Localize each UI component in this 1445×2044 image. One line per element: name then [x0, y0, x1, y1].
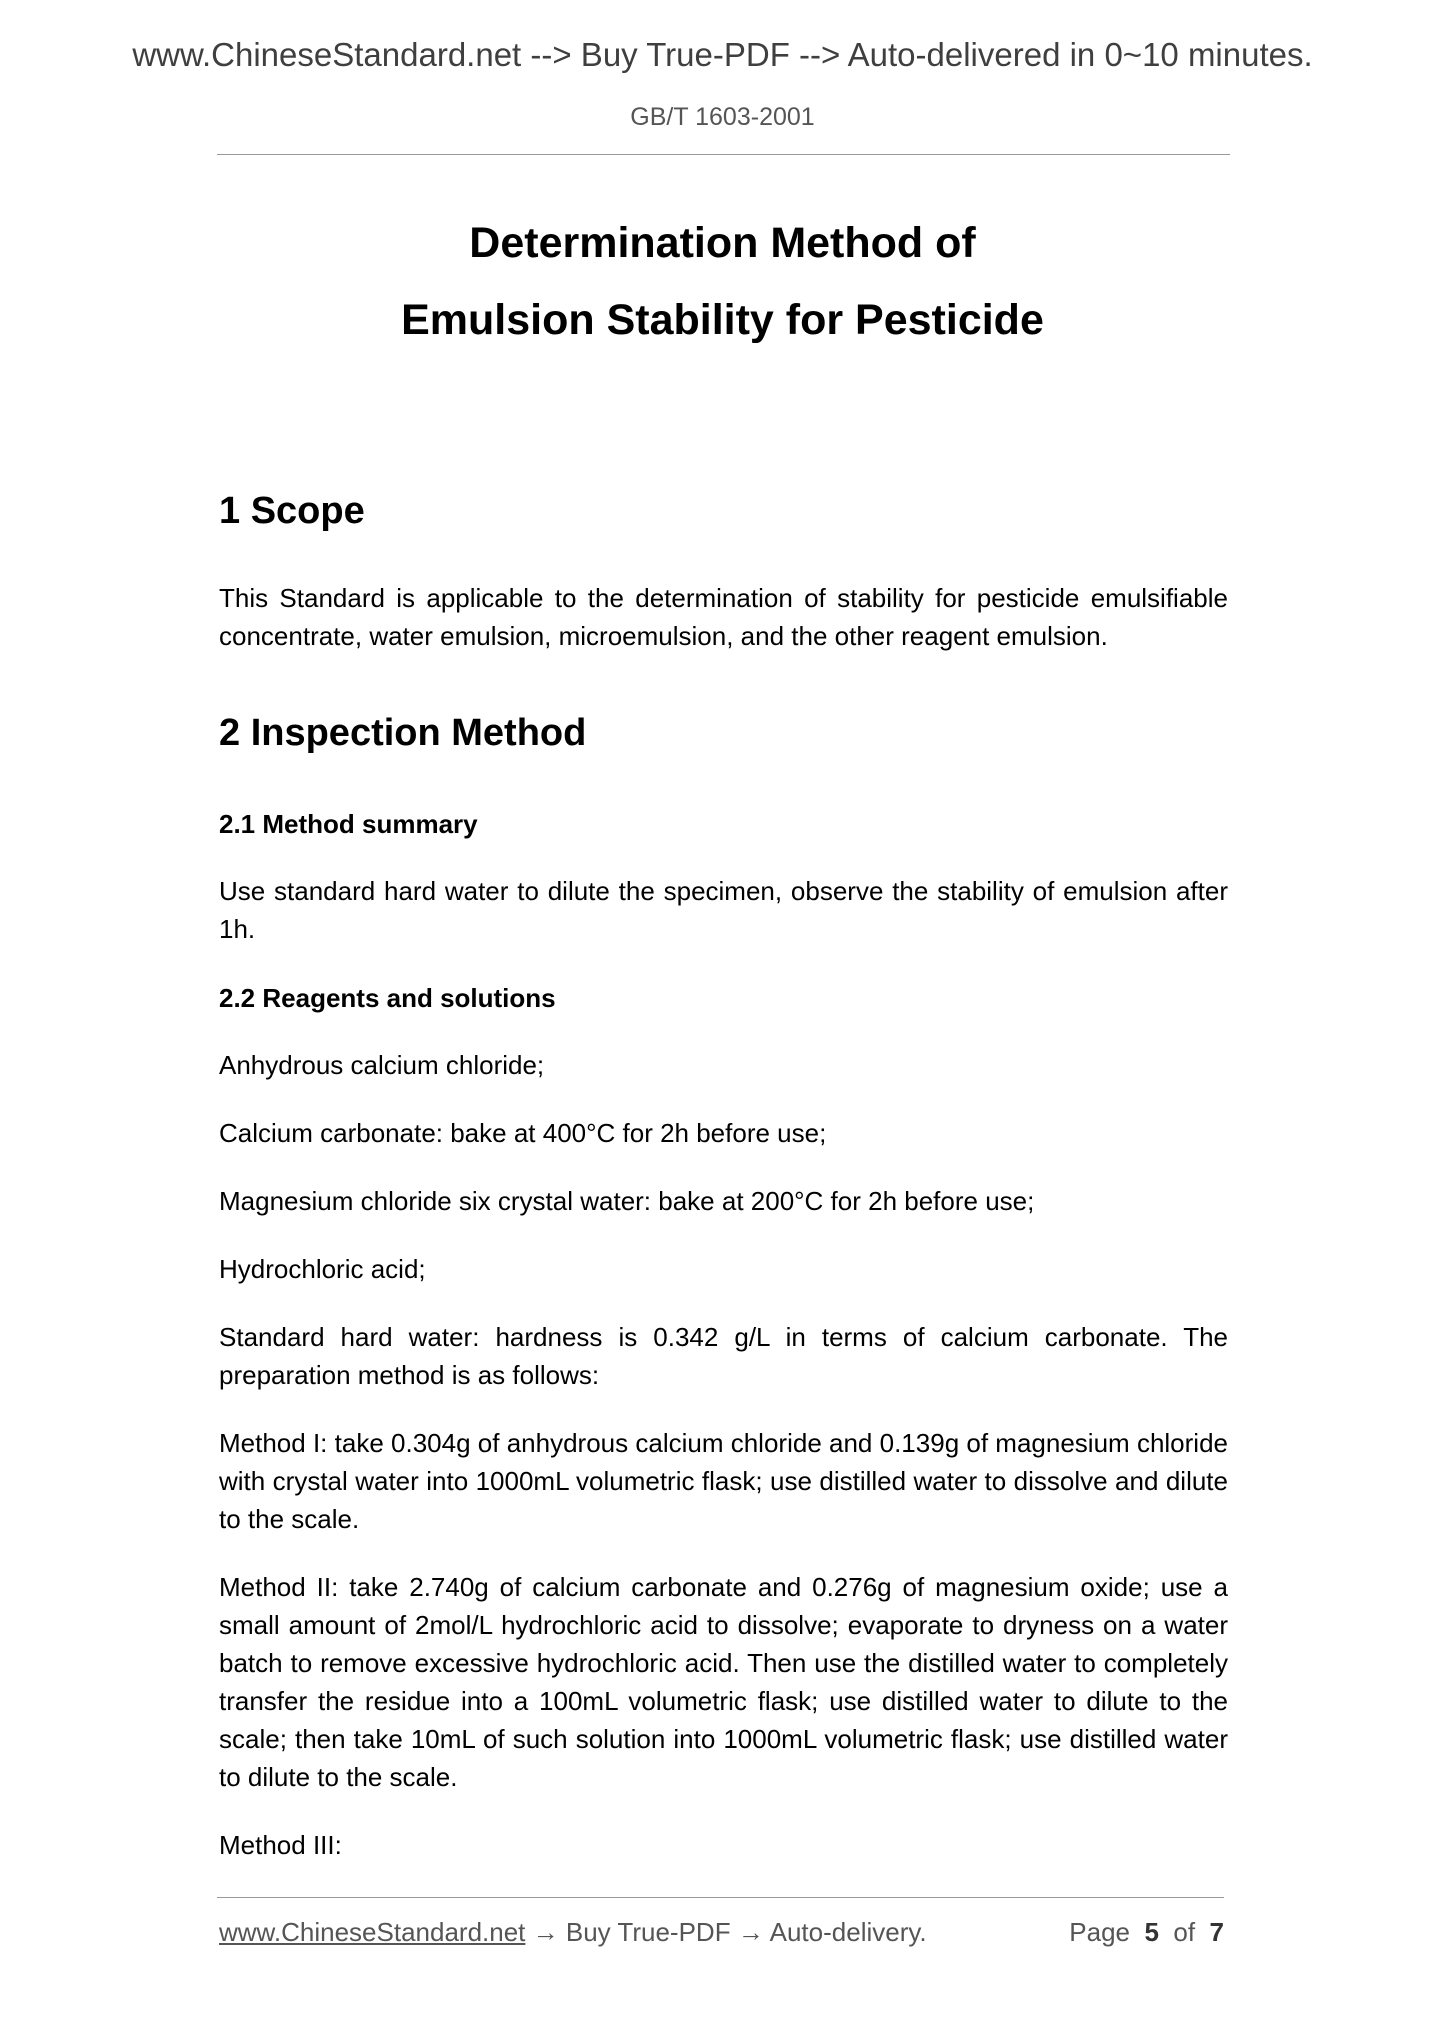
of-word: of: [1173, 1917, 1196, 1947]
reagent-item: Method II: take 2.740g of calcium carbonate and 0.276g of magnesium oxide; use a small amount of 2mol/L hydrochloric acid to dissolve; evaporate to dryness on a water batch to remove excessive hydrochloric acid. Then use the distilled water to completely transfer the residue into a 100mL volumetric flask; use distilled water to dilute to the scale; then take 10mL of such solution into 1000mL volumetric flask; use distilled water to dilute to the scale.: [219, 1572, 1228, 1792]
reagent-item: Standard hard water: hardness is 0.342 g/L in terms of calcium carbonate. The preparation method is as follows:: [219, 1322, 1228, 1390]
method-summary-heading: 2.1 Method summary: [219, 809, 478, 839]
reagent-item: Anhydrous calcium chloride;: [219, 1050, 545, 1080]
page-word: Page: [1069, 1917, 1131, 1947]
site-banner: www.ChineseStandard.net --> Buy True-PDF --> Auto-delivered in 0~10 minutes.: [132, 36, 1313, 73]
section-inspection-heading: 2 Inspection Method: [219, 712, 587, 754]
title-line-1: Determination Method of: [469, 219, 976, 267]
reagents-heading: 2.2 Reagents and solutions: [219, 983, 556, 1013]
page-indicator: [1069, 1917, 1224, 1948]
footer-buy-text: Buy True-PDF: [565, 1917, 731, 1947]
page-current: 5: [1144, 1917, 1159, 1947]
header-divider: [217, 154, 1230, 155]
footer-links: [219, 1917, 927, 1947]
footer-delivery-text: Auto-delivery.: [769, 1917, 927, 1947]
arrow-right-icon: →: [737, 1917, 764, 1947]
section-scope-heading: 1 Scope: [219, 490, 365, 532]
footer-divider: [217, 1897, 1224, 1898]
standard-code: GB/T 1603-2001: [630, 103, 815, 131]
page-footer: [219, 1917, 1224, 1948]
document-title: [0, 205, 1445, 359]
reagent-item: Method I: take 0.304g of anhydrous calcium chloride and 0.139g of magnesium chloride with crystal water into 1000mL volumetric flask; use distilled water to dissolve and dilute to the scale.: [219, 1428, 1228, 1534]
reagent-item: Method III:: [219, 1830, 342, 1860]
reagent-item: Hydrochloric acid;: [219, 1254, 426, 1284]
section-scope-text: This Standard is applicable to the determination of stability for pesticide emulsifiable concentrate, water emulsion, microemulsion, and the other reagent emulsion.: [219, 583, 1228, 651]
method-summary-text: Use standard hard water to dilute the specimen, observe the stability of emulsion after 1h.: [219, 876, 1228, 944]
title-line-2: Emulsion Stability for Pesticide: [401, 296, 1044, 344]
arrow-right-icon: →: [532, 1917, 559, 1947]
page-total: 7: [1209, 1917, 1224, 1947]
footer-site-link[interactable]: www.ChineseStandard.net: [219, 1917, 526, 1947]
reagent-item: Magnesium chloride six crystal water: bake at 200°C for 2h before use;: [219, 1186, 1035, 1216]
reagent-item: Calcium carbonate: bake at 400°C for 2h before use;: [219, 1118, 827, 1148]
